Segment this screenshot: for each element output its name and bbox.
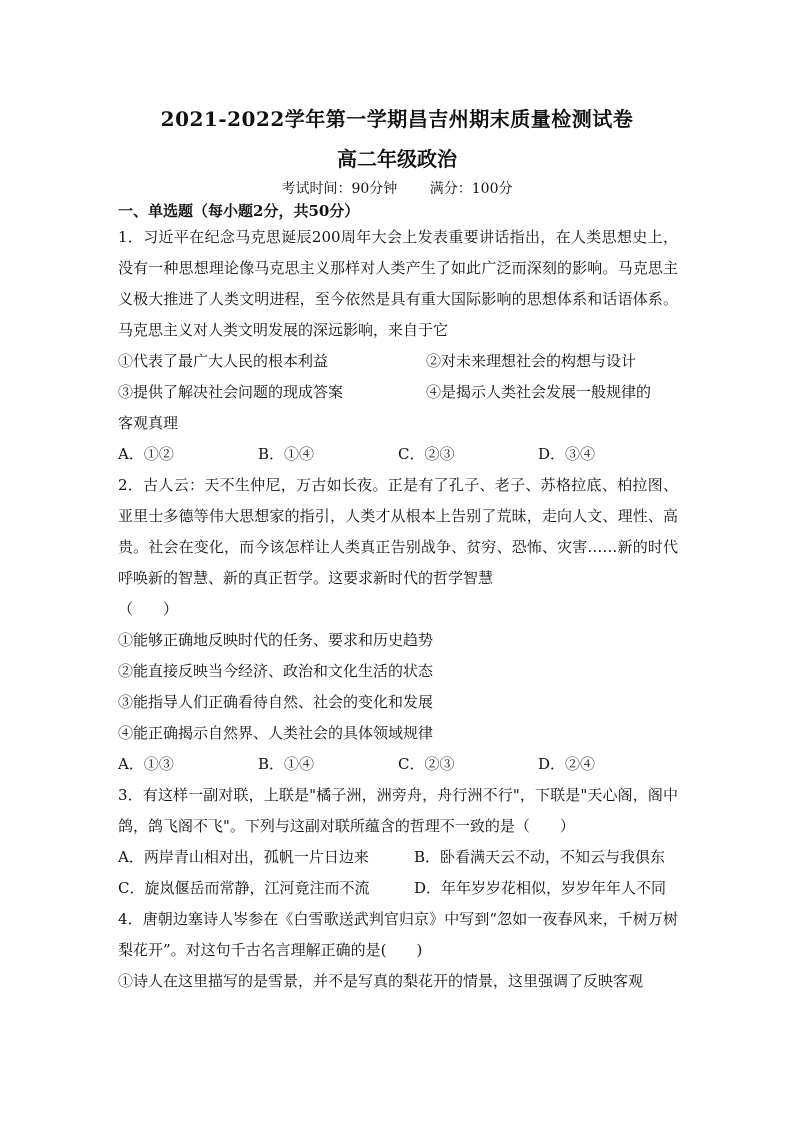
choice-b[interactable]: B．卧看满天云不动，不知云与我俱东 [414, 848, 666, 866]
question-1-item: ④是揭示人类社会发展一般规律的 [426, 383, 652, 401]
exam-meta [0, 178, 794, 198]
questions [118, 222, 678, 997]
question-2-item: ③能指导人们正确看待自然、社会的变化和发展 [118, 693, 434, 711]
choice-d[interactable]: D．年年岁岁花相似，岁岁年年人不同 [414, 879, 667, 897]
choice-d[interactable]: D．③④ [538, 445, 596, 463]
exam-subtitle: 高二年级政治 [337, 147, 457, 171]
question-4-item: ①诗人在这里描写的是雪景，并不是写真的梨花开的情景，这里强调了反映客观 [118, 972, 644, 990]
question-2-choices [118, 749, 678, 780]
question-3-choices-row-2 [118, 873, 678, 904]
question-1-item-cont: 客观真理 [118, 414, 179, 432]
choice-b[interactable]: B．①④ [258, 445, 315, 463]
choice-c[interactable]: C．旋岚偃岳而常静，江河竟注而不流 [118, 879, 370, 897]
choice-b[interactable]: B．①④ [258, 755, 315, 773]
choice-d[interactable]: D．②④ [538, 755, 596, 773]
choice-a[interactable]: A．①③ [118, 755, 174, 773]
question-3-stem: 3．有这样一副对联，上联是"橘子洲，洲旁舟，舟行洲不行"，下联是"天心阁，阁中鸽，鸽飞阁不飞"。下列与这副对联所蕴含的哲理不一致的是（ ） [118, 786, 678, 835]
exam-time: 考试时间：90分钟 [281, 181, 398, 197]
full-score: 满分：100分 [429, 181, 513, 197]
question-1-item: ③提供了解决社会问题的现成答案 [118, 383, 344, 401]
question-2-stem: 2．古人云：天不生仲尼，万古如长夜。正是有了孔子、老子、苏格拉底、柏拉图、亚里士多德等伟大思想家的指引，人类才从根本上告别了荒昧，走向人文、理性、高贵。社会在变化，而今该怎样让人类真正告别战争、贫穷、恐怖、灾害……新的时代呼唤新的智慧、新的真正哲学。这要求新时代的哲学智慧 [118, 476, 678, 587]
question-2-item: ②能直接反映当今经济、政治和文化生活的状态 [118, 662, 434, 680]
choice-c[interactable]: C．②③ [398, 755, 455, 773]
question-1-choices [118, 439, 678, 470]
question-1-stem: 1．习近平在纪念马克思诞辰200周年大会上发表重要讲话指出，在人类思想史上，没有一种思想理论像马克思主义那样对人类产生了如此广泛而深刻的影响。马克思主义极大推进了人类文明进程，至今依然是具有重大国际影响的思想体系和话语体系。马克思主义对人类文明发展的深远影响，来自于它 [118, 228, 678, 339]
question-2-blank: （ ） [118, 600, 179, 618]
question-3-choices-row-1 [118, 842, 678, 873]
choice-a[interactable]: A．①② [118, 445, 174, 463]
question-4-stem: 4．唐朝边塞诗人岑参在《白雪歌送武判官归京》中写到“忽如一夜春风来，千树万树梨花开”。对这句千古名言理解正确的是( ) [118, 910, 678, 959]
question-1-item: ②对未来理想社会的构想与设计 [426, 352, 637, 370]
question-1-item: ①代表了最广大人民的根本利益 [118, 352, 329, 370]
choice-c[interactable]: C．②③ [398, 445, 455, 463]
question-2-item: ④能正确揭示自然界、人类社会的具体领域规律 [118, 724, 434, 742]
section-heading: 一、单选题（每小题2分，共50分） [118, 202, 360, 220]
question-1-items-row-2 [118, 377, 678, 408]
exam-title: 2021-2022学年第一学期昌吉州期末质量检测试卷 [160, 107, 634, 131]
choice-a[interactable]: A．两岸青山相对出，孤帆一片日边来 [118, 848, 369, 866]
question-1-items-row-1 [118, 346, 678, 377]
question-2-item: ①能够正确地反映时代的任务、要求和历史趋势 [118, 631, 434, 649]
